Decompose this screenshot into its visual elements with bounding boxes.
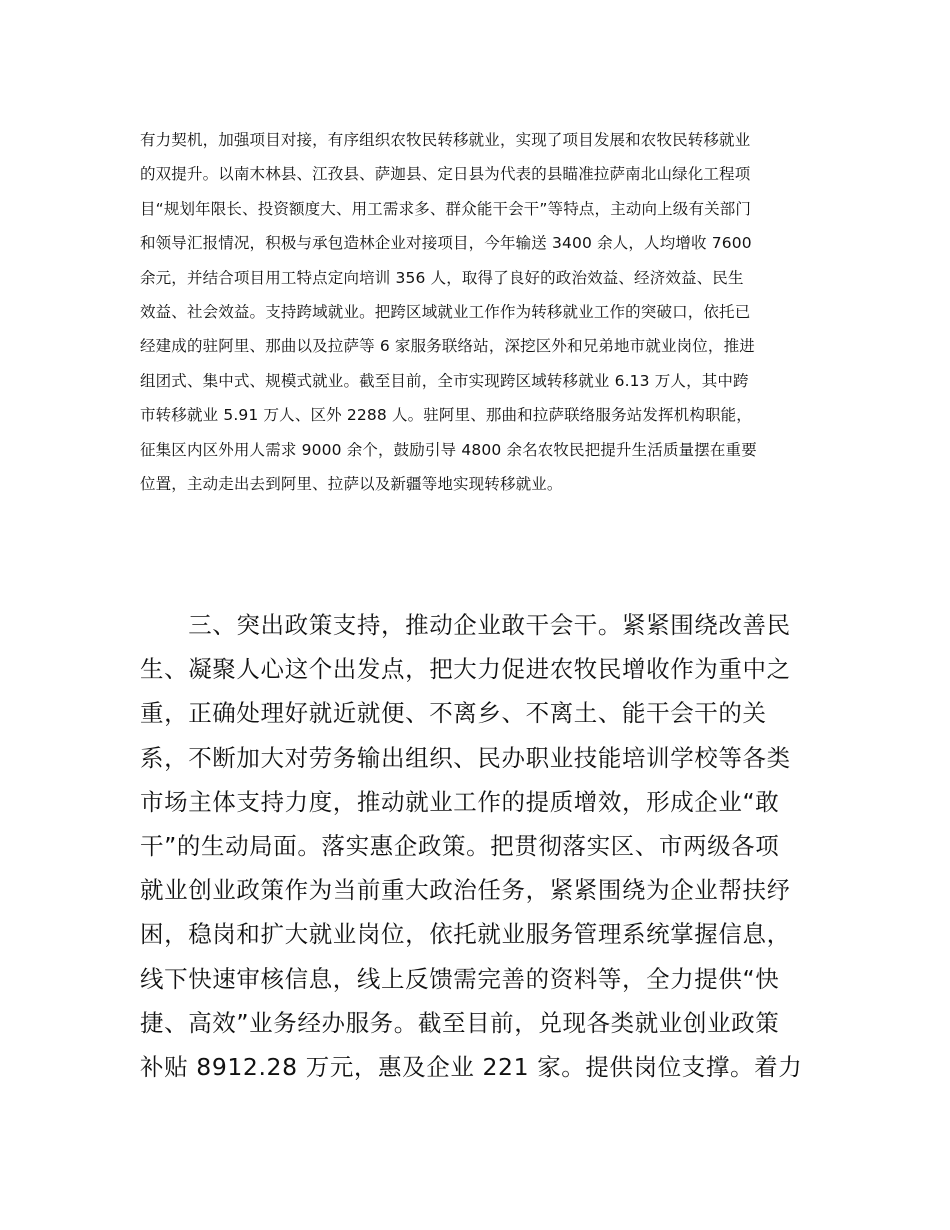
section-line: 系，不断加大对劳务输出组织、民办职业技能培训学校等各类 [140, 743, 791, 772]
section-line: 干”的生动局面。落实惠企政策。把贯彻落实区、市两级各项 [140, 831, 780, 860]
section-line: 市场主体支持力度，推动就业工作的提质增效，形成企业“敢 [140, 787, 780, 816]
section-three-paragraph [140, 603, 830, 1089]
section-line: 生、凝聚人心这个出发点，把大力促进农牧民增收作为重中之 [140, 655, 791, 684]
paragraph-line: 效益、社会效益。支持跨域就业。把跨区域就业工作作为转移就业工作的突破口，依托已 [140, 302, 751, 321]
paragraph-continued [140, 123, 820, 501]
section-line: 捷、高效”业务经办服务。截至目前，兑现各类就业创业政策 [140, 1008, 780, 1037]
paragraph-line: 市转移就业 5.91 万人、区外 2288 人。驻阿里、那曲和拉萨联络服务站发挥机构职能， [140, 406, 752, 425]
section-line: 重，正确处理好就近就便、不离乡、不离土、能干会干的关 [140, 699, 767, 728]
paragraph-line: 有力契机，加强项目对接，有序组织农牧民转移就业，实现了项目发展和农牧民转移就业 [140, 131, 751, 149]
paragraph-line: 和领导汇报情况，积极与承包造林企业对接项目，今年输送 3400 余人，人均增收 7600 [140, 234, 752, 253]
paragraph-line: 的双提升。以南木林县、江孜县、萨迦县、定日县为代表的县瞄准拉萨南北山绿化工程项 [140, 165, 751, 184]
paragraph-line: 位置，主动走出去到阿里、拉萨以及新疆等地实现转移就业。 [140, 474, 563, 493]
section-line: 就业创业政策作为当前重大政治任务，紧紧围绕为企业帮扶纾 [140, 876, 791, 905]
paragraph-line: 征集区内区外用人需求 9000 余个，鼓励引导 4800 余名农牧民把提升生活质量摆在重要 [140, 440, 757, 459]
paragraph-line: 目“规划年限长、投资额度大、用工需求多、群众能干会干”等特点，主动向上级有关部门 [140, 199, 752, 218]
section-line: 补贴 8912.28 万元，惠及企业 221 家。提供岗位支撑。着力 [140, 1052, 803, 1081]
paragraph-line: 经建成的驻阿里、那曲以及拉萨等 6 家服务联络站，深挖区外和兄弟地市就业岗位，推进 [140, 337, 755, 356]
paragraph-line: 组团式、集中式、规模式就业。截至目前，全市实现跨区域转移就业 6.13 万人，其中跨 [140, 371, 749, 390]
section-line: 困，稳岗和扩大就业岗位，依托就业服务管理系统掌握信息， [140, 920, 791, 949]
section-line: 线下快速审核信息，线上反馈需完善的资料等，全力提供“快 [140, 964, 780, 993]
paragraph-line: 余元，并结合项目用工特点定向培训 356 人，取得了良好的政治效益、经济效益、民生 [140, 268, 744, 287]
section-line: 三、突出政策支持，推动企业敢干会干。紧紧围绕改善民 [140, 611, 791, 639]
